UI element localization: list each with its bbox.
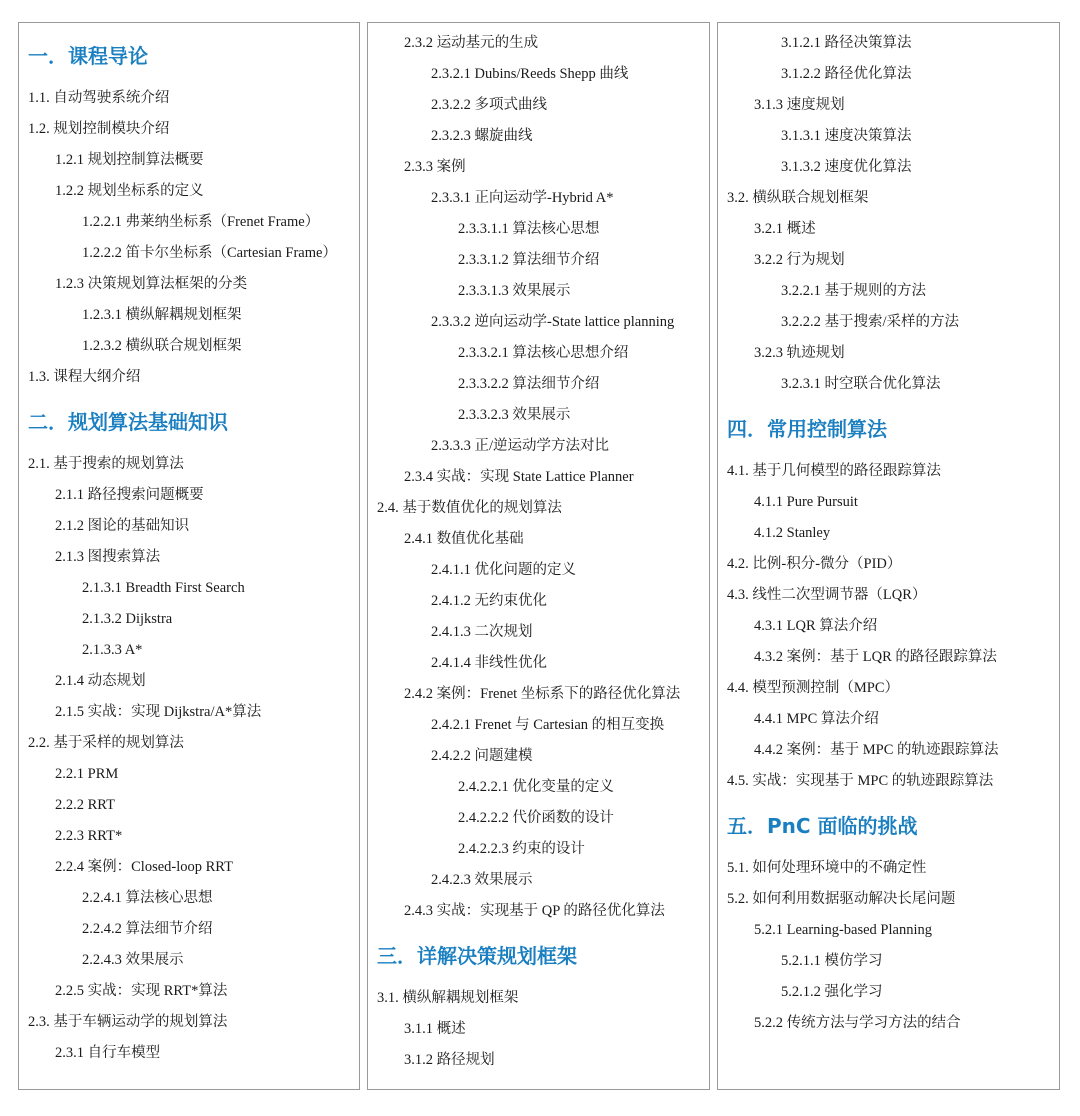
toc-entry-level-2: 3.1.3 速度规划 xyxy=(754,97,845,113)
toc-entry-level-2: 2.4.2 案例：Frenet 坐标系下的路径优化算法 xyxy=(404,686,681,702)
toc-entry-level-2: 1.2.2 规划坐标系的定义 xyxy=(55,183,204,199)
toc-entry-level-3: 2.3.2.2 多项式曲线 xyxy=(431,97,547,113)
toc-entry-level-1: 5.2. 如何利用数据驱动解决长尾问题 xyxy=(727,891,956,907)
toc-entry-level-1: 3.2. 横纵联合规划框架 xyxy=(727,190,869,206)
toc-entry-level-2: 2.4.3 实战：实现基于 QP 的路径优化算法 xyxy=(404,903,665,919)
toc-entry-level-1: 5.1. 如何处理环境中的不确定性 xyxy=(727,860,927,876)
toc-entry-level-2: 4.4.2 案例：基于 MPC 的轨迹跟踪算法 xyxy=(754,742,999,758)
toc-entry-level-1: 4.3. 线性二次型调节器（LQR） xyxy=(727,587,927,603)
toc-entry-level-4: 2.4.2.2.2 代价函数的设计 xyxy=(458,810,614,826)
toc-entry-level-3: 3.1.2.2 路径优化算法 xyxy=(781,66,912,82)
section-heading: 五．PnC 面临的挑战 xyxy=(727,814,918,838)
toc-entry-level-2: 3.2.2 行为规划 xyxy=(754,252,845,268)
toc-entry-level-1: 4.5. 实战：实现基于 MPC 的轨迹跟踪算法 xyxy=(727,773,994,789)
toc-entry-level-1: 2.3. 基于车辆运动学的规划算法 xyxy=(28,1014,228,1030)
toc-entry-level-1: 1.3. 课程大纲介绍 xyxy=(28,369,141,385)
toc-entry-level-2: 2.1.1 路径搜索问题概要 xyxy=(55,487,204,503)
toc-entry-level-4: 2.3.3.1.2 算法细节介绍 xyxy=(458,252,600,268)
toc-entry-level-1: 4.1. 基于几何模型的路径跟踪算法 xyxy=(727,463,941,479)
toc-entry-level-4: 2.3.3.2.2 算法细节介绍 xyxy=(458,376,600,392)
toc-entry-level-1: 4.4. 模型预测控制（MPC） xyxy=(727,680,900,696)
toc-entry-level-3: 2.4.2.1 Frenet 与 Cartesian 的相互变换 xyxy=(431,717,665,733)
toc-entry-level-1: 3.1. 横纵解耦规划框架 xyxy=(377,990,519,1006)
toc-entry-level-4: 2.3.3.2.1 算法核心思想介绍 xyxy=(458,345,629,361)
toc-entry-level-2: 2.1.4 动态规划 xyxy=(55,673,146,689)
toc-column-2 xyxy=(367,22,710,1090)
toc-entry-level-3: 1.2.3.1 横纵解耦规划框架 xyxy=(82,307,242,323)
toc-entry-level-3: 5.2.1.2 强化学习 xyxy=(781,984,883,1000)
toc-entry-level-2: 1.2.1 规划控制算法概要 xyxy=(55,152,204,168)
toc-entry-level-3: 5.2.1.1 模仿学习 xyxy=(781,953,883,969)
toc-entry-level-2: 2.2.5 实战：实现 RRT*算法 xyxy=(55,983,228,999)
toc-entry-level-2: 4.4.1 MPC 算法介绍 xyxy=(754,711,879,727)
toc-entry-level-1: 1.1. 自动驾驶系统介绍 xyxy=(28,90,170,106)
toc-entry-level-3: 2.4.1.1 优化问题的定义 xyxy=(431,562,576,578)
toc-entry-level-2: 3.2.1 概述 xyxy=(754,221,816,237)
toc-entry-level-2: 3.2.3 轨迹规划 xyxy=(754,345,845,361)
toc-entry-level-4: 2.3.3.2.3 效果展示 xyxy=(458,407,571,423)
toc-entry-level-3: 2.1.3.1 Breadth First Search xyxy=(82,580,245,596)
toc-entry-level-2: 4.3.2 案例：基于 LQR 的路径跟踪算法 xyxy=(754,649,997,665)
toc-entry-level-3: 2.4.2.3 效果展示 xyxy=(431,872,533,888)
toc-entry-level-1: 4.2. 比例-积分-微分（PID） xyxy=(727,556,902,572)
toc-entry-level-2: 2.1.3 图搜索算法 xyxy=(55,549,161,565)
toc-entry-level-4: 2.3.3.1.1 算法核心思想 xyxy=(458,221,600,237)
toc-entry-level-2: 2.3.1 自行车模型 xyxy=(55,1045,161,1061)
toc-entry-level-2: 2.3.3 案例 xyxy=(404,159,466,175)
section-heading: 三．详解决策规划框架 xyxy=(377,944,577,968)
toc-entry-level-3: 2.3.2.3 螺旋曲线 xyxy=(431,128,533,144)
toc-entry-level-3: 2.2.4.3 效果展示 xyxy=(82,952,184,968)
toc-entry-level-2: 2.4.1 数值优化基础 xyxy=(404,531,524,547)
toc-entry-level-2: 4.1.1 Pure Pursuit xyxy=(754,494,858,510)
toc-entry-level-3: 3.2.2.2 基于搜索/采样的方法 xyxy=(781,314,960,330)
toc-entry-level-2: 4.1.2 Stanley xyxy=(754,525,831,541)
toc-entry-level-3: 2.4.1.2 无约束优化 xyxy=(431,593,547,609)
toc-entry-level-4: 2.3.3.1.3 效果展示 xyxy=(458,283,571,299)
toc-entry-level-3: 3.1.2.1 路径决策算法 xyxy=(781,35,912,51)
section-heading: 二．规划算法基础知识 xyxy=(28,410,228,434)
toc-entry-level-1: 1.2. 规划控制模块介绍 xyxy=(28,121,170,137)
toc-entry-level-3: 2.4.1.3 二次规划 xyxy=(431,624,533,640)
toc-entry-level-1: 2.1. 基于搜索的规划算法 xyxy=(28,456,184,472)
toc-entry-level-2: 2.1.5 实战：实现 Dijkstra/A*算法 xyxy=(55,704,262,720)
toc-entry-level-3: 2.3.3.1 正向运动学-Hybrid A* xyxy=(431,190,614,206)
toc-entry-level-2: 5.2.1 Learning-based Planning xyxy=(754,922,932,938)
toc-entry-level-3: 2.3.3.2 逆向运动学-State lattice planning xyxy=(431,314,675,330)
toc-entry-level-3: 2.3.3.3 正/逆运动学方法对比 xyxy=(431,438,610,454)
toc-entry-level-3: 1.2.2.1 弗莱纳坐标系（Frenet Frame） xyxy=(82,214,320,230)
toc-entry-level-2: 5.2.2 传统方法与学习方法的结合 xyxy=(754,1015,961,1031)
section-heading: 一．课程导论 xyxy=(28,44,148,68)
toc-entry-level-2: 4.3.1 LQR 算法介绍 xyxy=(754,618,878,634)
toc-entry-level-3: 2.2.4.1 算法核心思想 xyxy=(82,890,213,906)
toc-entry-level-3: 3.1.3.2 速度优化算法 xyxy=(781,159,912,175)
toc-entry-level-2: 2.3.2 运动基元的生成 xyxy=(404,35,539,51)
toc-entry-level-2: 2.2.1 PRM xyxy=(55,766,119,782)
toc-entry-level-2: 2.1.2 图论的基础知识 xyxy=(55,518,190,534)
toc-entry-level-3: 1.2.3.2 横纵联合规划框架 xyxy=(82,338,242,354)
toc-entry-level-2: 2.2.4 案例：Closed-loop RRT xyxy=(55,859,233,875)
toc-entry-level-2: 2.2.2 RRT xyxy=(55,797,115,813)
toc-entry-level-3: 2.4.2.2 问题建模 xyxy=(431,748,533,764)
toc-entry-level-2: 2.3.4 实战：实现 State Lattice Planner xyxy=(404,469,634,485)
toc-entry-level-1: 2.2. 基于采样的规划算法 xyxy=(28,735,184,751)
toc-entry-level-3: 3.2.3.1 时空联合优化算法 xyxy=(781,376,941,392)
toc-column-3 xyxy=(717,22,1060,1090)
toc-column-1 xyxy=(18,22,360,1090)
toc-entry-level-3: 1.2.2.2 笛卡尔坐标系（Cartesian Frame） xyxy=(82,245,337,261)
toc-entry-level-3: 2.2.4.2 算法细节介绍 xyxy=(82,921,213,937)
toc-entry-level-2: 3.1.2 路径规划 xyxy=(404,1052,495,1068)
toc-entry-level-3: 2.1.3.3 A* xyxy=(82,642,143,658)
section-heading: 四．常用控制算法 xyxy=(727,417,887,441)
toc-entry-level-2: 2.2.3 RRT* xyxy=(55,828,123,844)
toc-entry-level-2: 1.2.3 决策规划算法框架的分类 xyxy=(55,276,248,292)
toc-entry-level-2: 3.1.1 概述 xyxy=(404,1021,466,1037)
toc-entry-level-3: 2.1.3.2 Dijkstra xyxy=(82,611,173,627)
toc-entry-level-4: 2.4.2.2.1 优化变量的定义 xyxy=(458,779,614,795)
toc-entry-level-3: 3.1.3.1 速度决策算法 xyxy=(781,128,912,144)
toc-entry-level-3: 2.4.1.4 非线性优化 xyxy=(431,655,547,671)
toc-entry-level-1: 2.4. 基于数值优化的规划算法 xyxy=(377,500,562,516)
toc-entry-level-4: 2.4.2.2.3 约束的设计 xyxy=(458,841,585,857)
toc-entry-level-3: 2.3.2.1 Dubins/Reeds Shepp 曲线 xyxy=(431,66,629,82)
toc-entry-level-3: 3.2.2.1 基于规则的方法 xyxy=(781,283,926,299)
